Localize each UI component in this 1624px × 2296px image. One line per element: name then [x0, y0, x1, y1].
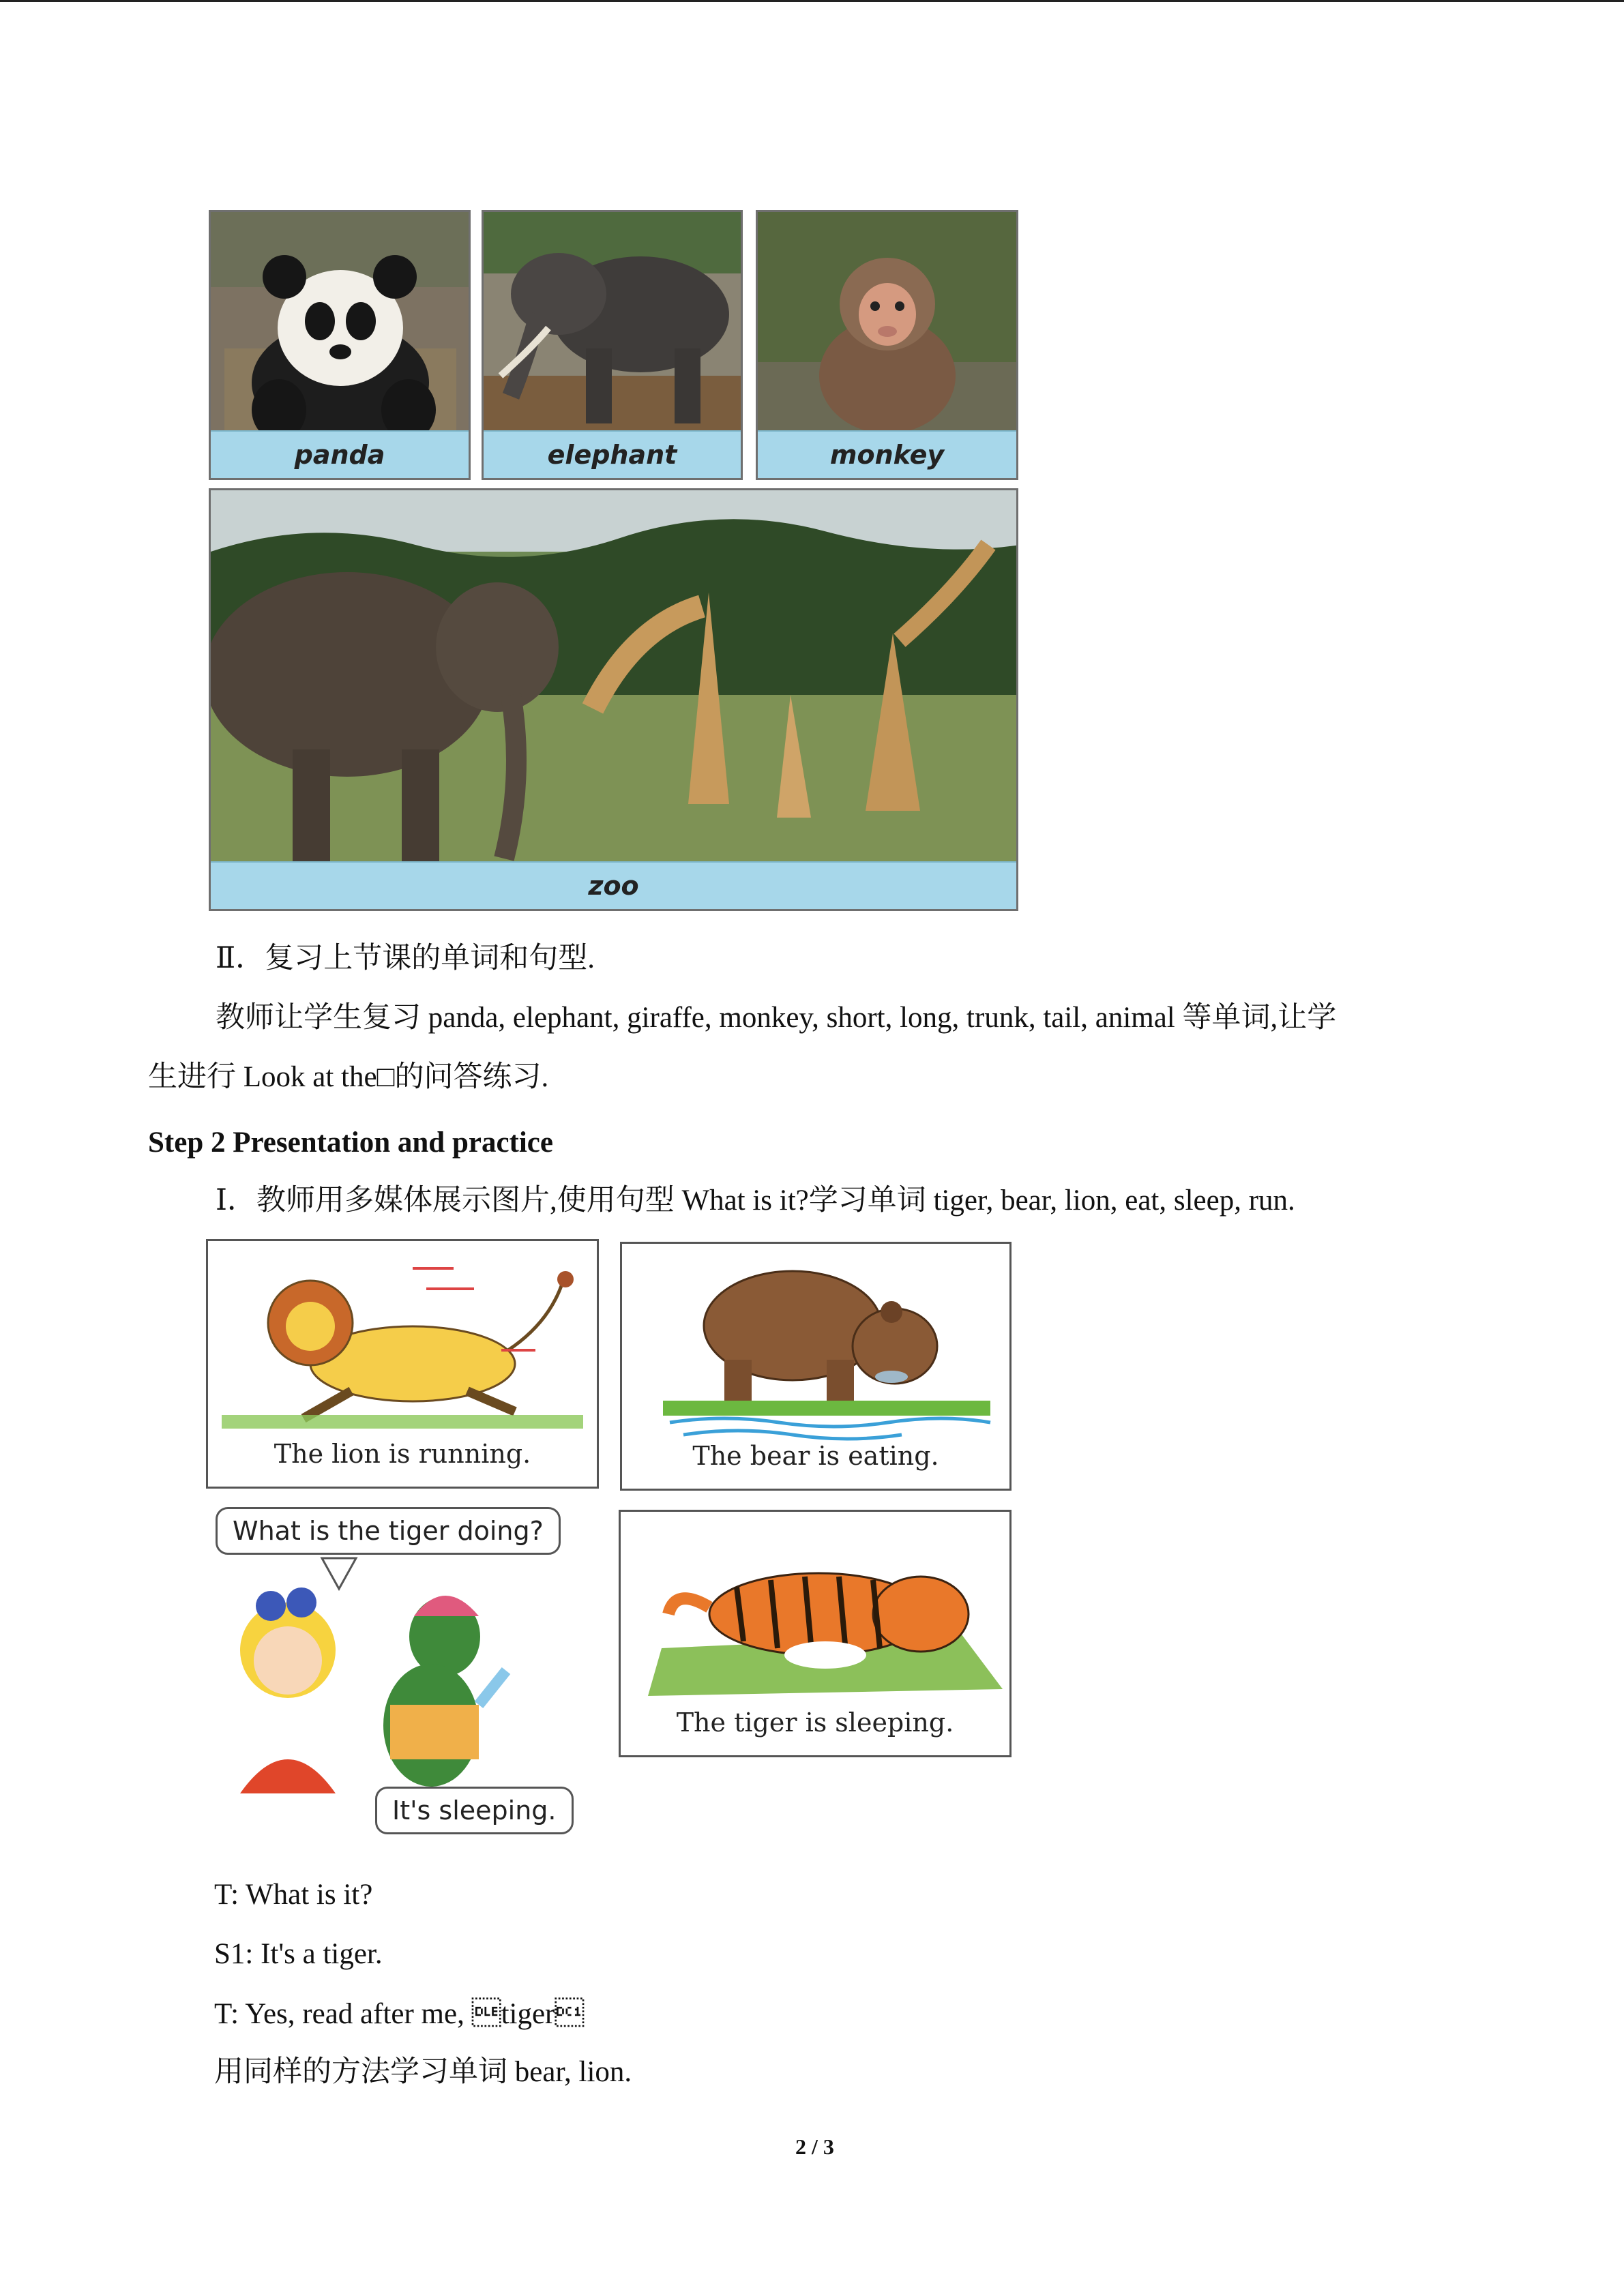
- lion-caption: The lion is running.: [274, 1439, 531, 1469]
- zoo-caption: zoo: [211, 861, 1016, 909]
- section-title-text: 复习上节课的单词和句型.: [265, 942, 595, 974]
- monkey-photo: [756, 210, 1018, 480]
- tiger-sleeping-icon: [621, 1512, 1012, 1716]
- question-bubble: What is the tiger doing?: [216, 1507, 561, 1555]
- monkey-caption: monkey: [758, 430, 1016, 478]
- step2-item1: Ⅰ．教师用多媒体展示图片,使用句型 What is it?学习单词 tiger, bear, lion, eat, sleep, run.: [216, 1184, 1295, 1217]
- section-roman-numeral: Ⅱ．: [216, 942, 265, 974]
- zoo-photo: [209, 488, 1018, 911]
- page-number: 2 / 3: [795, 2134, 834, 2159]
- tiger-caption: The tiger is sleeping.: [676, 1708, 954, 1738]
- section-review-paragraph-line1: 教师让学生复习 panda, elephant, giraffe, monkey, short, long, trunk, tail, animal 等单词,让学: [216, 1002, 1337, 1034]
- tiger-panel: [619, 1510, 1012, 1757]
- bear-eating-icon: [622, 1244, 1012, 1448]
- zoo-image: [211, 490, 1018, 911]
- page-top-border: [0, 0, 1624, 2]
- lion-panel: [206, 1239, 599, 1489]
- dialogue-line-3: T: Yes, read after me, tiger: [214, 1998, 585, 2030]
- dialogue-line-2: S1: It's a tiger.: [214, 1938, 383, 1970]
- answer-bubble: It's sleeping.: [375, 1787, 574, 1834]
- panda-photo: [209, 210, 471, 480]
- step2-heading: Step 2 Presentation and practice: [148, 1127, 553, 1159]
- elephant-caption: elephant: [484, 430, 741, 478]
- bear-caption: The bear is eating.: [692, 1441, 939, 1471]
- dialogue-line-1: T: What is it?: [214, 1879, 373, 1911]
- section-review-title: [216, 941, 595, 976]
- section-review-paragraph-line2: 生进行 Look at the□的问答练习.: [148, 1061, 549, 1093]
- elephant-photo: [482, 210, 743, 480]
- lion-running-icon: [208, 1241, 599, 1446]
- kids-panel: [206, 1500, 615, 1841]
- bear-panel: [620, 1242, 1012, 1491]
- dialogue-line-4: 用同样的方法学习单词 bear, lion.: [214, 2056, 632, 2088]
- panda-caption: panda: [211, 430, 469, 478]
